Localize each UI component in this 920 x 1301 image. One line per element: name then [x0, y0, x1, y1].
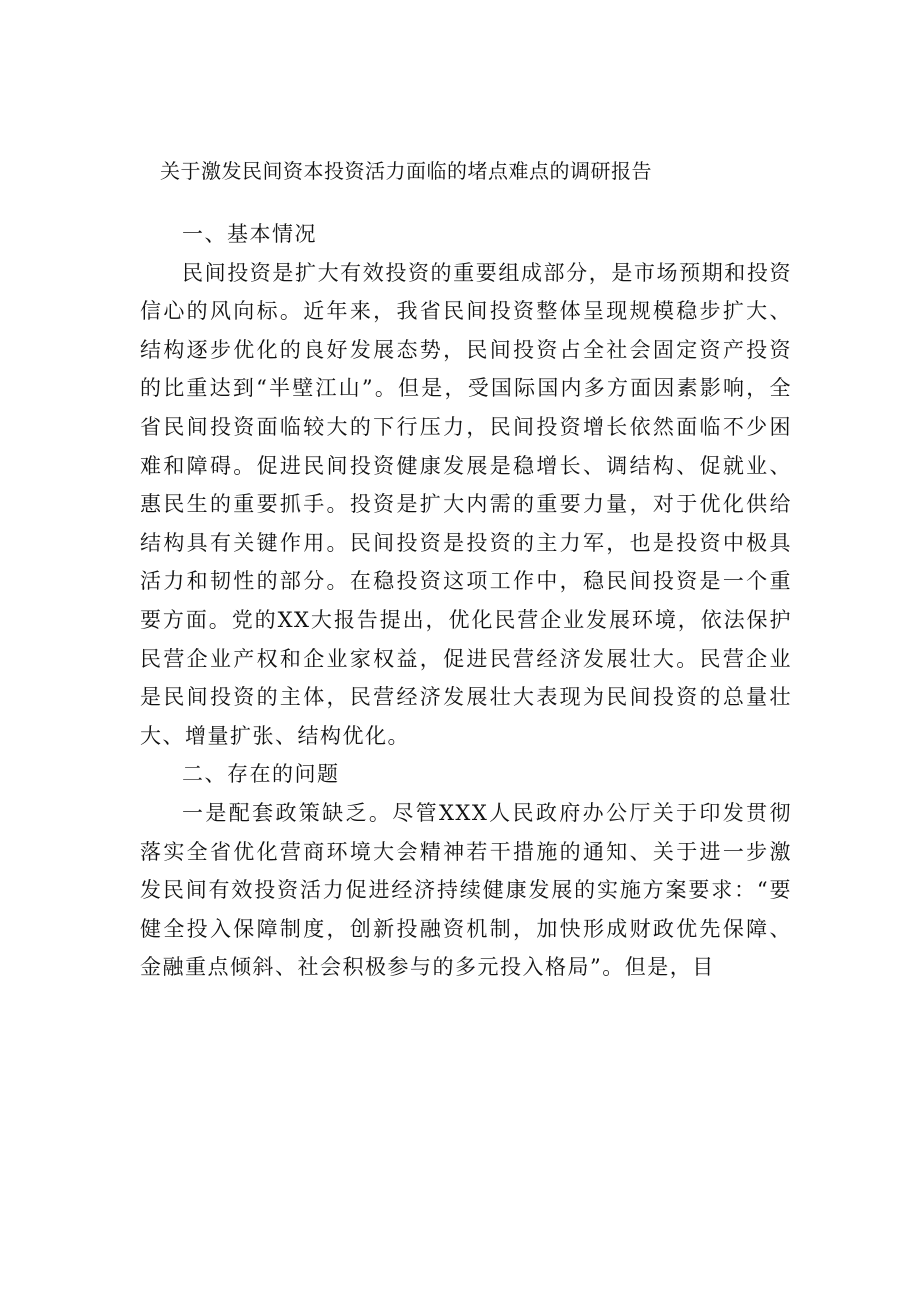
paragraph-basic-situation: 民间投资是扩大有效投资的重要组成部分，是市场预期和投资信心的风向标。近年来，我省民间投资整体呈现规模稳步扩大、结构逐步优化的良好发展态势，民间投资占全社会固定资产投资的比重达到“半壁江山”。但是，受国际国内多方面因素影响，全省民间投资面临较大的下行压力，民间投资增长依然面临不少困难和障碍。促进民间投资健康发展是稳增长、调结构、促就业、惠民生的重要抓手。投资是扩大内需的重要力量，对于优化供给结构具有关键作用。民间投资是投资的主力军，也是投资中极具活力和韧性的部分。在稳投资这项工作中，稳民间投资是一个重要方面。党的XX大报告提出，优化民营企业发展环境，依法保护民营企业产权和企业家权益，促进民营经济发展壮大。民营企业是民间投资的主体，民营经济发展壮大表现为民间投资的总量壮大、增量扩张、结构优化。 — [140, 260, 792, 748]
document-title: 关于激发民间资本投资活力面临的堵点难点的调研报告 — [160, 159, 652, 183]
document-body — [140, 215, 792, 987]
paragraph-existing-problems: 一是配套政策缺乏。尽管XXX人民政府办公厅关于印发贯彻落实全省优化营商环境大会精神若干措施的通知、关于进一步激发民间有效投资活力促进经济持续健康发展的实施方案要求：“要健全投入保障制度，创新投融资机制，加快形成财政优先保障、金融重点倾斜、社会积极参与的多元投入格局”。但是，目 — [140, 800, 792, 980]
section-heading-existing-problems: 二、存在的问题 — [182, 762, 340, 787]
section-heading-basic-situation: 一、基本情况 — [182, 222, 317, 246]
